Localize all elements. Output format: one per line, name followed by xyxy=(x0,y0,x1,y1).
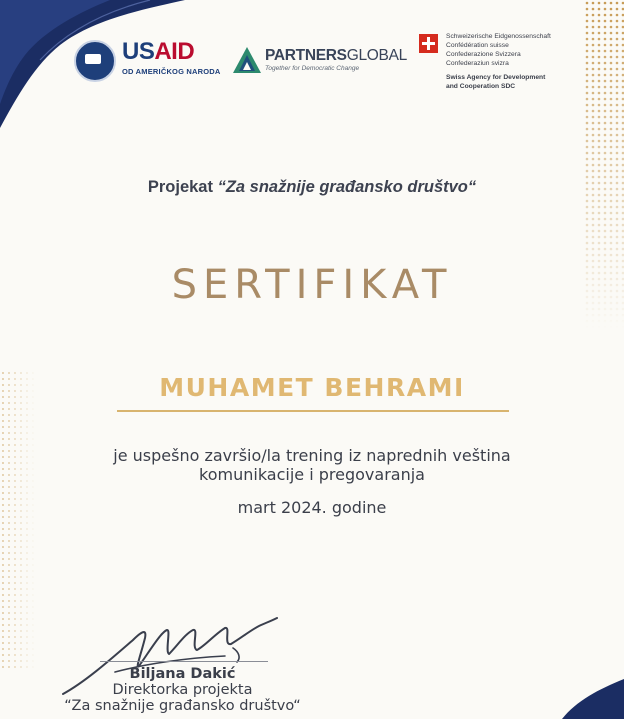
partners-global-logo xyxy=(232,46,407,74)
signer-name: Biljana Dakić xyxy=(129,666,236,682)
signer-project: “Za snažnije građansko društvo“ xyxy=(64,698,301,714)
signature-line xyxy=(100,661,268,662)
swiss-sdc-logo xyxy=(419,32,551,91)
recipient-name: MUHAMET BEHRAMI xyxy=(159,373,465,402)
project-prefix: Projekat xyxy=(147,178,218,196)
partners-triangle-icon xyxy=(232,46,262,74)
swiss-lang-it: Confederazione Svizzera xyxy=(446,51,521,58)
project-name: “Za snažnije građansko društvo“ xyxy=(217,178,477,196)
gold-dot-pattern-left xyxy=(0,370,36,670)
swiss-lang-fr: Confédération suisse xyxy=(446,42,509,49)
swiss-agency-line2: and Cooperation SDC xyxy=(446,83,516,90)
certificate-description xyxy=(0,446,624,484)
usaid-seal-icon xyxy=(74,40,116,82)
swiss-lang-de: Schweizerische Eidgenossenschaft xyxy=(446,33,551,40)
partners-tagline: Together for Democratic Change xyxy=(265,65,360,72)
swiss-flag-icon xyxy=(419,34,438,53)
usaid-subtitle: OD AMERIČKOG NARODA xyxy=(122,67,221,76)
usaid-logo xyxy=(74,40,221,82)
recipient-underline xyxy=(117,410,509,412)
project-heading xyxy=(0,178,624,197)
certificate-title: SERTIFIKAT xyxy=(171,262,453,308)
certificate-date: mart 2024. godine xyxy=(237,498,387,517)
swiss-lang-rm: Confederaziun svizra xyxy=(446,60,509,67)
swiss-agency-line1: Swiss Agency for Development xyxy=(446,74,546,81)
description-line-2: komunikacije i pregovaranja xyxy=(199,465,425,484)
corner-swirl-bottom-right xyxy=(554,679,624,719)
partners-wordmark: PARTNERSGLOBAL xyxy=(265,47,407,64)
signer-block xyxy=(40,666,325,714)
signer-role: Direktorka projekta xyxy=(112,682,253,698)
description-line-1: je uspešno završio/la trening iz naprednih veština xyxy=(113,446,511,465)
usaid-wordmark: USAID xyxy=(122,38,195,65)
